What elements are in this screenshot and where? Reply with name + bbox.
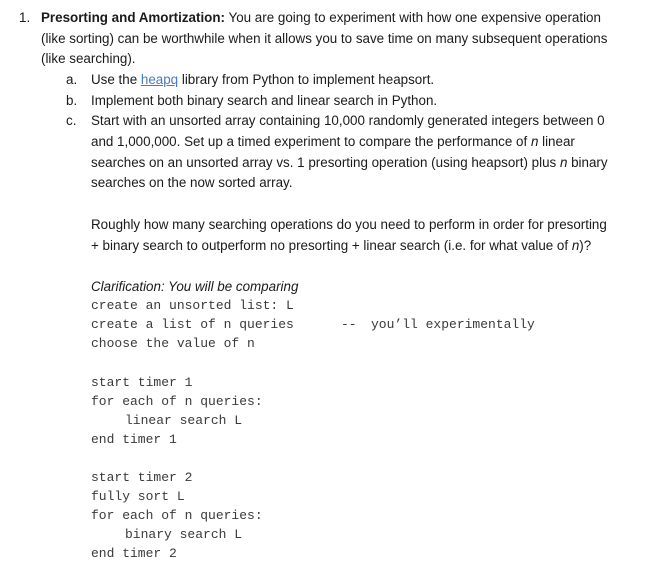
sub-a-text <box>91 70 434 90</box>
sub-c-line-3 <box>91 153 608 173</box>
code-end-timer-2: end timer 2 <box>91 546 177 561</box>
sub-a-marker: a. <box>66 72 78 87</box>
code-start-timer-2: start timer 2 <box>91 470 193 485</box>
question-l2-n: n <box>571 238 580 253</box>
sub-a-pre: Use the <box>91 72 141 87</box>
sub-c-l2-n: n <box>530 134 539 149</box>
heapq-link[interactable]: heapq <box>140 72 179 87</box>
code-create-queries: create a list of n queries <box>91 317 294 332</box>
code-experimental-note: you’ll experimentally <box>371 317 535 332</box>
sub-c-l2-pre: and 1,000,000. Set up a timed experiment to compare the performance of <box>91 134 531 149</box>
code-for-each-1: for each of n queries: <box>91 394 263 409</box>
item-intro-line-2: (like sorting) can be worthwhile when it allows you to save time on many subsequent operations <box>41 31 608 46</box>
code-start-timer-1: start timer 1 <box>91 375 193 390</box>
code-create-list: create an unsorted list: L <box>91 298 294 313</box>
clarification-heading: Clarification: You will be comparing <box>91 279 299 294</box>
sub-c-l3-n: n <box>559 155 568 170</box>
sub-c-marker: c. <box>66 113 77 128</box>
question-l2-post: )? <box>579 238 592 253</box>
sub-c-line-4: searches on the now sorted array. <box>91 175 293 190</box>
code-linear-search: linear search L <box>125 413 243 428</box>
sub-c-l2-post: linear <box>538 134 575 149</box>
question-line-2 <box>91 236 591 256</box>
code-for-each-2: for each of n queries: <box>91 508 263 523</box>
sub-a-post: library from Python to implement heapsort. <box>178 72 435 87</box>
code-choose-n: choose the value of n <box>91 336 255 351</box>
code-dash: -- <box>341 317 357 332</box>
question-line-1: Roughly how many searching operations do you need to perform in order for presorting <box>91 217 607 232</box>
code-binary-search: binary search L <box>125 527 243 542</box>
sub-b-text: Implement both binary search and linear search in Python. <box>91 93 438 108</box>
sub-b-marker: b. <box>66 93 78 108</box>
item-intro-line-3: (like searching). <box>41 51 136 66</box>
question-l2-pre: + binary search to outperform no presorting + linear search (i.e. for what value of <box>91 238 572 253</box>
code-fully-sort: fully sort L <box>91 489 185 504</box>
sub-c-line-1: Start with an unsorted array containing 10,000 randomly generated integers between 0 <box>91 113 605 128</box>
item-title: Presorting and Amortization: <box>41 10 226 25</box>
code-end-timer-1: end timer 1 <box>91 432 177 447</box>
item-intro-line-1 <box>41 8 601 28</box>
intro-text-1: You are going to experiment with how one expensive operation <box>225 10 601 25</box>
sub-c-l3-post: binary <box>567 155 608 170</box>
sub-c-l3-pre: searches on an unsorted array vs. 1 presorting operation (using heapsort) plus <box>91 155 560 170</box>
item-number: 1. <box>19 10 31 25</box>
sub-c-line-2 <box>91 132 575 152</box>
